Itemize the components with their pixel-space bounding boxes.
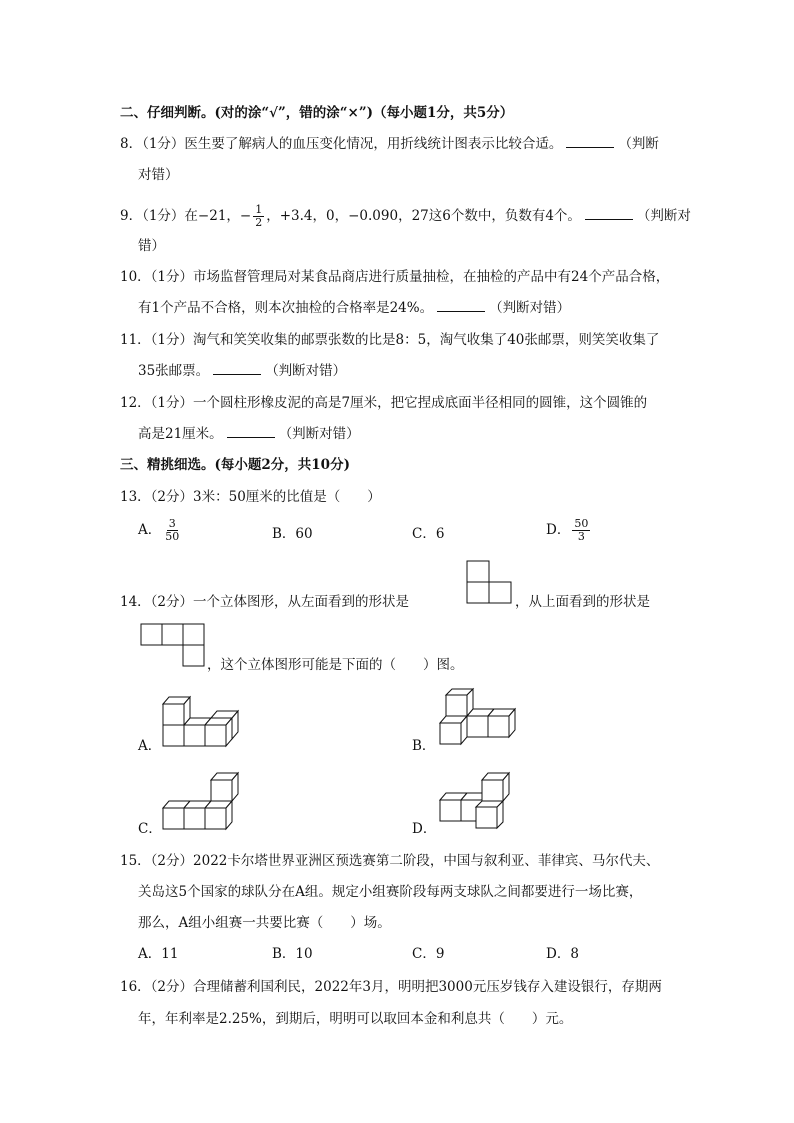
section-3-heading: 三、精挑细选。(每小题2分，共10分): [120, 457, 350, 473]
q15-option-c[interactable]: C．9: [412, 946, 445, 962]
q10-answer-blank[interactable]: [437, 299, 485, 312]
section-2-heading: 二、仔细判断。(对的涂“√”，错的涂“×”)（每小题1分，共5分）: [120, 105, 514, 121]
question-15-line1: 15．（2分）2022卡尔塔世界亚洲区预选赛第二阶段，中国与叙利亚、菲律宾、马尔代夫、: [120, 853, 660, 869]
q13-option-c[interactable]: C．6: [412, 526, 445, 542]
question-8-line2: 对错）: [138, 167, 179, 183]
q14-option-b-figure[interactable]: [436, 688, 526, 750]
question-9-line1: [120, 204, 691, 229]
question-11-line2: [138, 362, 346, 380]
q14-top-view-figure: [140, 623, 208, 669]
q14-option-d-label[interactable]: D．: [412, 821, 437, 837]
q14-option-b-label[interactable]: B．: [412, 738, 436, 754]
q15-option-d[interactable]: D．8: [546, 946, 579, 962]
question-12-line1: 12．（1分）一个圆柱形橡皮泥的高是7厘米，把它捏成底面半径相同的圆锥，这个圆锥的: [120, 395, 648, 411]
q14-option-d-figure[interactable]: [436, 770, 526, 834]
q9-suffix: （判断对: [636, 208, 691, 224]
q15-option-b[interactable]: B．10: [272, 946, 313, 962]
q14-option-a-figure[interactable]: [160, 690, 250, 750]
question-16-line1: 16．（2分）合理储蓄利国利民，2022年3月，明明把3000元压岁钱存入建设银行，存期两: [120, 979, 662, 995]
q14-left-view-figure: [466, 560, 514, 604]
q9-text-2: ，+3.4，0，−0.090，27这6个数中，负数有4个。: [266, 208, 581, 224]
question-15-line3: 那么，A组小组赛一共要比赛（ ）场。: [138, 915, 391, 931]
question-10-line1: 10．（1分）市场监督管理局对某食品商店进行质量抽检，在抽检的产品中有24个产品合格，: [120, 269, 670, 285]
question-15-line2: 关岛这5个国家的球队分在A组。规定小组赛阶段每两支球队之间都要进行一场比赛，: [138, 884, 643, 900]
q13-option-b[interactable]: B．60: [272, 526, 313, 542]
question-14-stem-1-end: ，从上面看到的形状是: [515, 594, 650, 610]
q14-option-c-figure[interactable]: [160, 770, 250, 834]
question-10-line2: [138, 299, 570, 317]
q14-text-1: 14．（2分）一个立体图形，从左面看到的形状是: [120, 594, 410, 610]
q11-suffix: （判断对错）: [265, 363, 347, 379]
question-8-line1: [120, 135, 659, 153]
question-14-stem-2: ，这个立体图形可能是下面的（ ）图。: [207, 657, 464, 673]
q10-text-2: 有1个产品不合格，则本次抽检的合格率是24%。: [138, 300, 434, 316]
q14-option-c-label[interactable]: C．: [138, 821, 162, 837]
q13-option-a[interactable]: A． $\frac{3}{50}$: [138, 517, 180, 543]
question-16-line2: 年，年利率是2.25%，到期后，明明可以取回本金和利息共（ ）元。: [138, 1011, 573, 1027]
q12-answer-blank[interactable]: [227, 425, 275, 438]
q10-suffix: （判断对错）: [489, 300, 571, 316]
q8-answer-blank[interactable]: [566, 135, 614, 148]
question-13-stem: 13．（2分）3米：50厘米的比值是（ ）: [120, 489, 381, 505]
q15-option-a[interactable]: A．11: [138, 946, 179, 962]
q13-option-d[interactable]: D． $\frac{50}{3}$: [546, 517, 589, 543]
question-12-line2: [138, 425, 360, 443]
q11-answer-blank[interactable]: [213, 362, 261, 375]
q8-text: 8．（1分）医生要了解病人的血压变化情况，用折线统计图表示比较合适。: [120, 136, 563, 152]
q8-suffix: （判断: [618, 136, 659, 152]
q9-text-1: 9．（1分）在−21，−: [120, 208, 252, 224]
q9-answer-blank[interactable]: [585, 207, 633, 220]
question-11-line1: 11．（1分）淘气和笑笑收集的邮票张数的比是8：5，淘气收集了40张邮票，则笑笑收集了: [120, 332, 660, 348]
question-9-line2: 错）: [138, 238, 165, 254]
q12-text-2: 高是21厘米。: [138, 426, 223, 442]
q12-suffix: （判断对错）: [278, 426, 360, 442]
q14-option-a-label[interactable]: A．: [138, 738, 162, 754]
question-14-stem-1: [120, 593, 409, 611]
q9-fraction: $\frac{1}{2}$: [255, 203, 263, 229]
q11-text-2: 35张邮票。: [138, 363, 210, 379]
